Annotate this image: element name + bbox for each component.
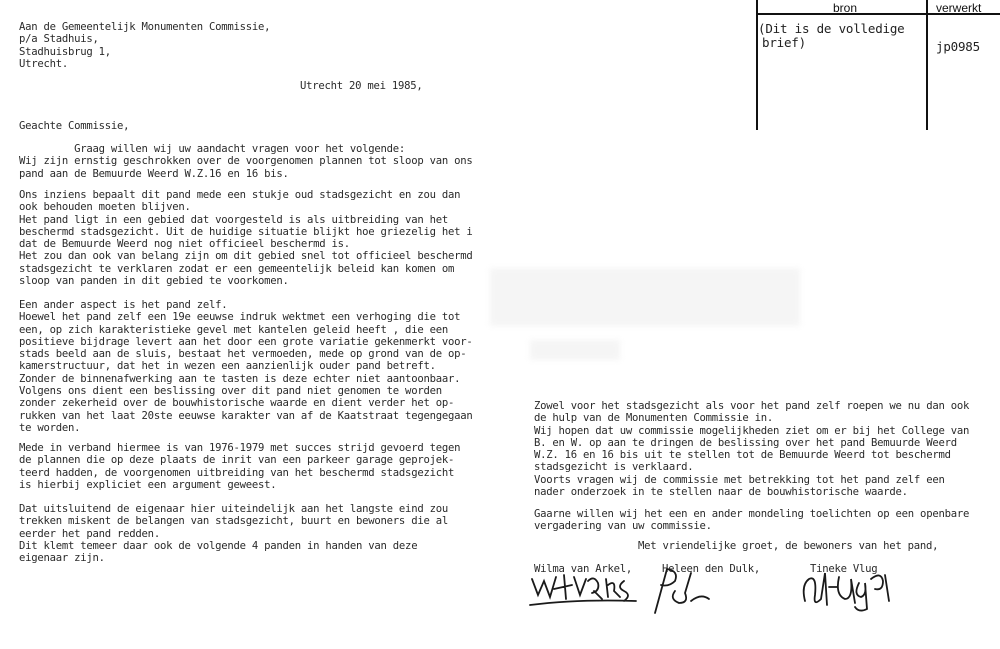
intro-paragraph xyxy=(19,143,472,180)
paragraph-toelichting xyxy=(534,508,969,533)
text-line: Ons inziens bepaalt dit pand mede een stukje oud stadsgezicht en zou dan xyxy=(19,189,461,201)
archive-box-divider xyxy=(926,0,928,130)
recipient-address xyxy=(19,21,270,70)
signer-name-2: Heleen den Dulk, xyxy=(662,563,761,575)
archive-box xyxy=(756,0,1000,130)
paragraph-parkeer-garage xyxy=(19,442,460,491)
address-line: p/a Stadhuis, xyxy=(19,33,99,46)
paragraph-stadsgezicht xyxy=(19,189,472,287)
signature-3 xyxy=(795,565,905,615)
text-line: een, op zich karakteristieke gevel met kantelen geleid heeft , die een xyxy=(19,323,448,336)
text-line: nader onderzoek in te stellen naar de bouwhistorische waarde. xyxy=(534,486,908,499)
text-line: ook behouden moeten blijven. xyxy=(19,201,191,214)
text-line: B. en W. op aan te dringen de beslissing over het pand Bemuurde Weerd xyxy=(534,436,957,449)
text-line: rukken van het laat 20ste eeuwse karakter van af de Kaatstraat tegengegaan xyxy=(19,409,473,422)
paragraph-eigenaar xyxy=(19,503,448,564)
text-line: kamerstructuur, dat het in wezen een aanzienlijk ouder pand betreft. xyxy=(19,360,436,373)
text-line: eigenaar zijn. xyxy=(19,552,105,565)
closing-line: Met vriendelijke groet, de bewoners van het pand, xyxy=(638,540,939,552)
text-line: Mede in verband hiermee is van 1976-1979 met succes strijd gevoerd tegen xyxy=(19,442,461,454)
paragraph-hulp-commissie xyxy=(534,400,969,498)
text-line: pand aan de Bemuurde Weerd W.Z.16 en 16 bis. xyxy=(19,167,289,180)
text-line: eerder het pand redden. xyxy=(19,527,160,540)
text-line: Het zou dan ook van belang zijn om dit gebied snel tot officieel beschermd xyxy=(19,250,473,263)
archive-box-left-border xyxy=(756,0,758,130)
signer-name-3: Tineke Vlug xyxy=(810,563,878,575)
signature-2 xyxy=(645,563,715,618)
text-line: W.Z. 16 en 16 bis uit te stellen tot de Bemuurde Weerd tot beschermd xyxy=(534,449,951,462)
text-line: de plannen die op deze plaats de inrit van een parkeer garage geprojek- xyxy=(19,454,455,467)
text-line: teerd hadden, de voorgenomen uitbreiding van het beschermd stadsgezicht xyxy=(19,466,455,479)
text-line: Zowel voor het stadsgezicht als voor het pand zelf roepen we nu dan ook xyxy=(534,400,970,412)
text-line: te worden. xyxy=(19,421,81,434)
text-line: vergadering van uw commissie. xyxy=(534,520,712,533)
text-line: Gaarne willen wij het een en ander mondeling toelichten op een openbare xyxy=(534,508,970,520)
text-line: positieve bijdrage levert aan het door een grote variatie gekenmerkt voor- xyxy=(19,335,473,348)
text-line: trekken miskent de belangen van stadsgezicht, buurt en bewoners die al xyxy=(19,515,448,528)
archive-processed-code: jp0985 xyxy=(936,39,980,54)
text-line: beschermd stadsgezicht. Uit de huidige situatie blijkt hoe griezelig het i xyxy=(19,225,473,238)
text-line: sloop van panden in dit gebied te voorkomen. xyxy=(19,275,289,288)
text-line: stadsgezicht is verklaard. xyxy=(534,461,694,474)
paragraph-pand-zelf xyxy=(19,299,472,434)
text-line: stads beeld aan de sluis, bestaat het vermoeden, mede op grond van de op- xyxy=(19,348,467,361)
show-through-smudge xyxy=(530,340,620,360)
archive-source-line-1: (Dit is de volledige xyxy=(758,21,905,36)
signer-name-1: Wilma van Arkel, xyxy=(534,563,633,575)
archive-header-processed: verwerkt xyxy=(936,1,982,15)
salutation: Geachte Commissie, xyxy=(19,120,130,132)
text-line: stadsgezicht te verklaren zodat er een gemeentelijk beleid kan komen om xyxy=(19,262,455,275)
address-line: Aan de Gemeentelijk Monumenten Commissie, xyxy=(19,21,271,33)
archive-source-line-2: brief) xyxy=(762,35,806,50)
text-line: is hierbij expliciet een argument geweest. xyxy=(19,478,277,491)
text-line: Graag willen wij uw aandacht vragen voor het volgende: xyxy=(19,143,406,155)
text-line: Volgens ons dient een beslissing over dit pand niet genomen te worden xyxy=(19,385,442,398)
text-line: zonder zekerheid over de bouwhistorische waarde en dient verder het op- xyxy=(19,397,455,410)
signature-1 xyxy=(528,565,648,610)
text-line: Een ander aspect is het pand zelf. xyxy=(19,299,228,311)
text-line: de hulp van de Monumenten Commissie in. xyxy=(534,412,773,425)
text-line: Wij hopen dat uw commissie mogelijkheden ziet om er bij het College van xyxy=(534,424,970,437)
address-line: Utrecht. xyxy=(19,57,69,70)
text-line: Hoewel het pand zelf een 19e eeuwse indruk wektmet een verhoging die tot xyxy=(19,311,461,324)
text-line: Het pand ligt in een gebied dat voorgesteld is als uitbreiding van het xyxy=(19,213,448,226)
archive-header-source: bron xyxy=(833,1,858,15)
date-line: Utrecht 20 mei 1985, xyxy=(300,80,423,92)
address-line: Stadhuisbrug 1, xyxy=(19,45,111,58)
show-through-smudge xyxy=(490,268,800,326)
text-line: Voorts vragen wij de commissie met betrekking tot het pand zelf een xyxy=(534,473,945,486)
text-line: Dat uitsluitend de eigenaar hier uiteindelijk aan het langste eind zou xyxy=(19,503,448,515)
text-line: Zonder de binnenafwerking aan te tasten is deze echter niet aantoonbaar. xyxy=(19,372,461,385)
text-line: Dit klemt temeer daar ook de volgende 4 panden in handen van deze xyxy=(19,539,418,552)
text-line: Wij zijn ernstig geschrokken over de voorgenomen plannen tot sloop van ons xyxy=(19,155,473,168)
text-line: dat de Bemuurde Weerd nog niet officieel beschermd is. xyxy=(19,238,350,251)
